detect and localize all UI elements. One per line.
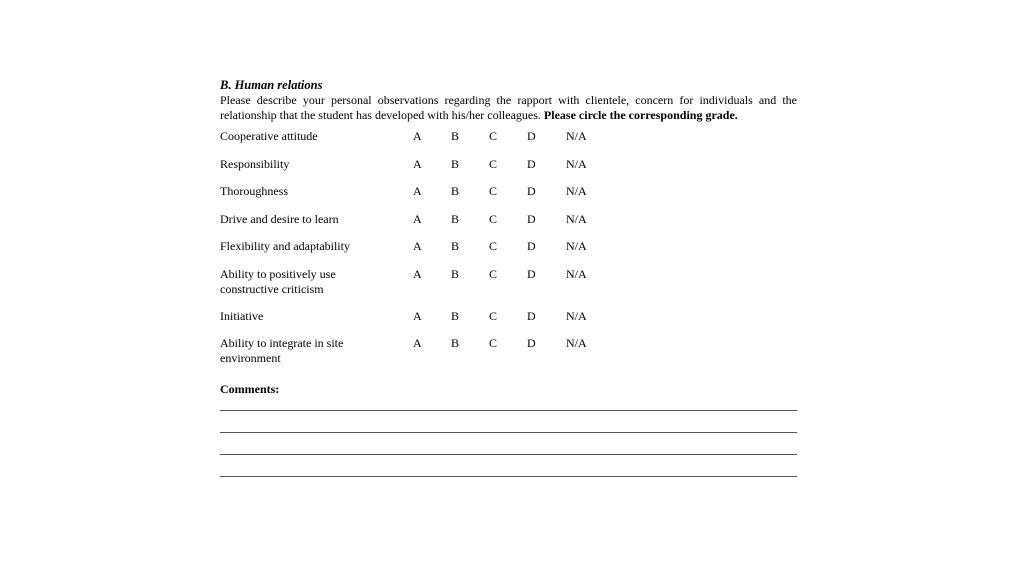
criterion-label: Ability to positively use constructive criticism	[220, 266, 336, 296]
comment-line[interactable]	[220, 454, 797, 455]
criterion-row-responsibility	[220, 157, 797, 185]
grade-option-a[interactable]: A	[413, 184, 422, 198]
criterion-label: Cooperative attitude	[220, 129, 318, 143]
grade-option-a[interactable]: A	[413, 239, 422, 253]
grading-table	[220, 129, 797, 378]
evaluation-form-section	[220, 78, 797, 477]
criterion-label: Drive and desire to learn	[220, 211, 339, 226]
comment-line[interactable]	[220, 432, 797, 433]
grade-option-na[interactable]: N/A	[566, 211, 587, 226]
grade-option-d[interactable]: D	[527, 239, 536, 253]
grade-option-c[interactable]: C	[489, 184, 498, 198]
comment-line[interactable]	[220, 476, 797, 477]
grade-option-na[interactable]: N/A	[566, 129, 587, 143]
criterion-label: Ability to integrate in site environment	[220, 336, 344, 365]
grade-option-c[interactable]: C	[489, 239, 498, 253]
instructions-emphasis: Please circle the corresponding grade.	[543, 108, 738, 122]
grade-option-a[interactable]: A	[413, 308, 422, 323]
criterion-label: Thoroughness	[220, 184, 288, 198]
grade-option-b[interactable]: B	[451, 184, 460, 198]
grade-option-c[interactable]: C	[489, 266, 498, 281]
grade-option-a[interactable]: A	[413, 336, 422, 350]
grade-option-d[interactable]: D	[527, 308, 536, 323]
grade-option-na[interactable]: N/A	[566, 239, 587, 253]
grade-option-a[interactable]: A	[413, 129, 422, 143]
grade-option-na[interactable]: N/A	[566, 266, 587, 281]
criterion-label: Responsibility	[220, 156, 290, 171]
criterion-label: Initiative	[220, 308, 264, 323]
grade-option-b[interactable]: B	[451, 336, 460, 350]
grade-option-c[interactable]: C	[489, 336, 498, 350]
grade-option-b[interactable]: B	[451, 211, 460, 226]
criterion-label: Flexibility and adaptability	[220, 239, 350, 253]
grade-option-c[interactable]: C	[489, 156, 498, 171]
grade-option-b[interactable]: B	[451, 129, 460, 143]
grade-option-c[interactable]: C	[489, 211, 498, 226]
grade-option-a[interactable]: A	[413, 156, 422, 171]
grade-option-b[interactable]: B	[451, 239, 460, 253]
criterion-row-site-integration	[220, 336, 797, 378]
grade-option-d[interactable]: D	[527, 266, 536, 281]
grade-option-d[interactable]: D	[527, 336, 536, 350]
grade-option-d[interactable]: D	[527, 211, 536, 226]
grade-option-d[interactable]: D	[527, 129, 536, 143]
section-title: B. Human relations	[220, 78, 323, 92]
grade-option-na[interactable]: N/A	[566, 308, 587, 323]
comment-line[interactable]	[220, 410, 797, 411]
criterion-row-flexibility	[220, 239, 797, 267]
grade-option-d[interactable]: D	[527, 156, 536, 171]
grade-option-a[interactable]: A	[413, 211, 422, 226]
comments-label: Comments:	[220, 382, 280, 396]
criterion-row-constructive-criticism	[220, 267, 797, 309]
grade-option-d[interactable]: D	[527, 184, 536, 198]
section-instructions	[220, 93, 797, 123]
criterion-row-cooperative-attitude	[220, 129, 797, 157]
grade-option-a[interactable]: A	[413, 266, 422, 281]
grade-option-na[interactable]: N/A	[566, 336, 587, 350]
grade-option-c[interactable]: C	[489, 129, 498, 143]
grade-option-c[interactable]: C	[489, 308, 498, 323]
grade-option-b[interactable]: B	[451, 308, 460, 323]
criterion-row-thoroughness	[220, 184, 797, 212]
grade-option-na[interactable]: N/A	[566, 184, 587, 198]
criterion-row-initiative	[220, 309, 797, 337]
instructions-text: Please describe your personal observations regarding the rapport with clientele, concern for individuals and the relationship that the student has developed with his/her colleagues.	[220, 93, 797, 122]
grade-option-na[interactable]: N/A	[566, 156, 587, 171]
grade-option-b[interactable]: B	[451, 156, 460, 171]
criterion-row-drive-and-desire	[220, 212, 797, 240]
grade-option-b[interactable]: B	[451, 266, 460, 281]
